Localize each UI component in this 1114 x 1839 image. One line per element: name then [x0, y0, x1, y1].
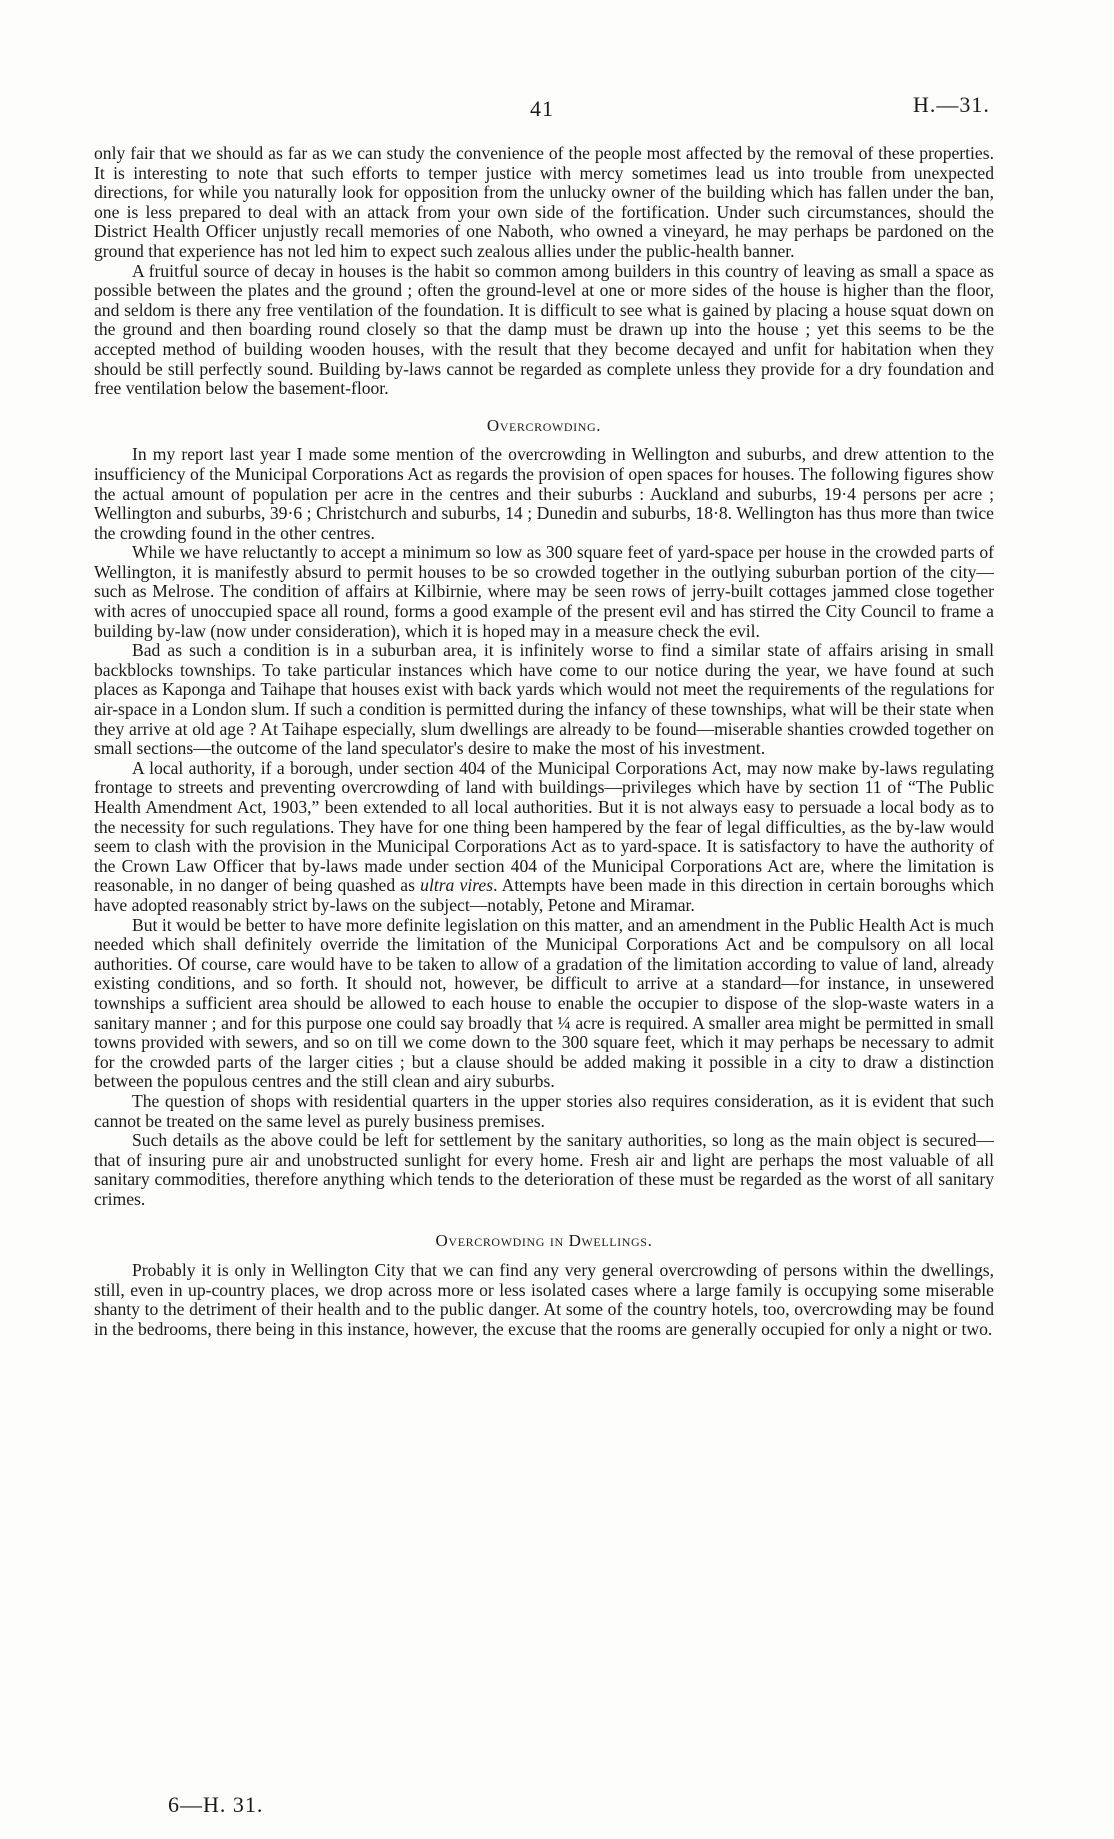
paragraph-text: A local authority, if a borough, under section 404 of the Municipal Corporations Act, may now make by-laws regulating frontage to streets and preventing overcrowding of land with buildings—privileges which have by section 11 of “The Public Health Amendment Act, 1903,” been extended to all local authorities. But it is not always easy to persuade a local body as to the necessity for such regulations. They have for one thing been hampered by the fear of legal difficulties, as the by-law would seem to clash with the provision in the Municipal Corporations Act as to yard-space. It is satisfactory to have the authority of the Crown Law Officer that by-laws made under section 404 of the Municipal Corporations Act are, where the limitation is reasonable, in no danger of being quashed as: [94, 757, 994, 896]
document-reference: H.—31.: [913, 92, 990, 117]
page-signature: 6—H. 31.: [168, 1792, 264, 1817]
paragraph: Such details as the above could be left for settlement by the sanitary authorities, so long as the main object is secured—that of insuring pure air and unobstructed sunlight for every home. Fresh air and light are perhaps the most valuable of all sanitary commodities, therefore anything which tends to the deterioration of these must be regarded as the worst of all sanitary crimes.: [94, 1130, 994, 1209]
paragraph: Bad as such a condition is in a suburban area, it is infinitely worse to find a similar state of affairs arising in small backblocks townships. To take particular instances which have come to our notice during the year, we have found at such places as Kaponga and Taihape that houses exist with back yards which would not meet the requirements of the regulations for air-space in a London slum. If such a condition is permitted during the infancy of these townships, what will be their state when they arrive at old age ? At Taihape especially, slum dwellings are already to be found—miserable shanties crowded together on small sections—the outcome of the land speculator's desire to make the most of his investment.: [94, 640, 994, 759]
page-number: 41: [530, 96, 554, 121]
paragraph: The question of shops with residential quarters in the upper stories also requires consideration, as it is evident that such cannot be treated on the same level as purely business premises.: [94, 1090, 994, 1131]
paragraph: [94, 759, 994, 916]
paragraph-text: . Attempts have been made in this direction in certain boroughs which have adopted reasonably strict by-laws on the subject—notably, Petone and Miramar.: [94, 875, 994, 915]
section-heading-overcrowding-dwellings: Overcrowding in Dwellings.: [435, 1231, 653, 1251]
paragraph: But it would be better to have more definite legislation on this matter, and an amendment in the Public Health Act is much needed which shall definitely override the limitation of the Municipal Corporations Act and be compulsory on all local authorities. Of course, care would have to be taken to allow of a gradation of the limitation according to value of land, already existing conditions, and so forth. It should not, however, be difficult to arrive at a standard—for instance, in unsewered townships a sufficient area should be allowed to each house to enable the occupier to dispose of the slop-waste waters in a sanitary manner ; and for this purpose one could say broadly that ¼ acre is required. A smaller area might be permitted in small towns provided with sewers, and so on till we come down to the 300 square feet, which it may perhaps be necessary to admit for the crowded parts of the larger cities ; but a clause should be added making it possible in a city to draw a distinction between the populous centres and the still clean and airy suburbs.: [94, 914, 994, 1092]
paragraph: Probably it is only in Wellington City that we can find any very general overcrowding of persons within the dwellings, still, even in up-country places, we drop across more or less isolated cases where a large family is occupying some miserable shanty to the detriment of their health and to the public danger. At some of the country hotels, too, overcrowding may be found in the bedrooms, there being in this instance, however, the excuse that the rooms are generally occupied for only a night or two.: [94, 1260, 994, 1339]
paragraph: While we have reluctantly to accept a minimum so low as 300 square feet of yard-space per house in the crowded parts of Wellington, it is manifestly absurd to permit houses to be so crowded together in the outlying suburban portion of the city—such as Melrose. The condition of affairs at Kilbirnie, where may be seen rows of jerry-built cottages jammed close together with acres of unoccupied space all round, forms a good example of the present evil and has stirred the City Council to frame a building by-law (now under consideration), which it is hoped may in a measure check the evil.: [94, 542, 994, 641]
body-text: [94, 144, 994, 1339]
italic-term: ultra vires: [420, 875, 494, 896]
paragraph: A fruitful source of decay in houses is the habit so common among builders in this country of leaving as small a space as possible between the plates and the ground ; often the ground-level at one or more sides of the house is higher than the floor, and seldom is there any free ventilation of the foundation. It is difficult to see what is gained by placing a house squat down on the ground and then boarding round closely so that the damp must be drawn up into the house ; yet this seems to be the accepted method of building wooden houses, with the result that they become decayed and unfit for habitation when they should be still perfectly sound. Building by-laws cannot be regarded as complete unless they provide for a dry foundation and free ventilation below the basement-floor.: [94, 260, 994, 399]
paragraph: only fair that we should as far as we can study the convenience of the people most affected by the removal of these properties. It is interesting to note that such efforts to temper justice with mercy sometimes lead us into trouble from unexpected directions, for while you naturally look for opposition from the unlucky owner of the building which has fallen under the ban, one is less prepared to deal with an attack from your own side of the fortification. Under such circumstances, should the District Health Officer unjustly recall memories of one Naboth, who owned a vineyard, he may perhaps be pardoned on the ground that experience has not led him to expect such zealous allies under the public-health banner.: [94, 143, 994, 261]
section-heading-overcrowding: Overcrowding.: [486, 415, 602, 435]
paragraph: In my report last year I made some mention of the overcrowding in Wellington and suburbs, and drew attention to the insufficiency of the Municipal Corporations Act as regards the provision of open spaces for houses. The following figures show the actual amount of population per acre in the centres and their suburbs : Auckland and suburbs, 19·4 persons per acre ; Wellington and suburbs, 39·6 ; Christchurch and suburbs, 14 ; Dunedin and suburbs, 18·8. Wellington has thus more than twice the crowding found in the other centres.: [94, 444, 994, 543]
